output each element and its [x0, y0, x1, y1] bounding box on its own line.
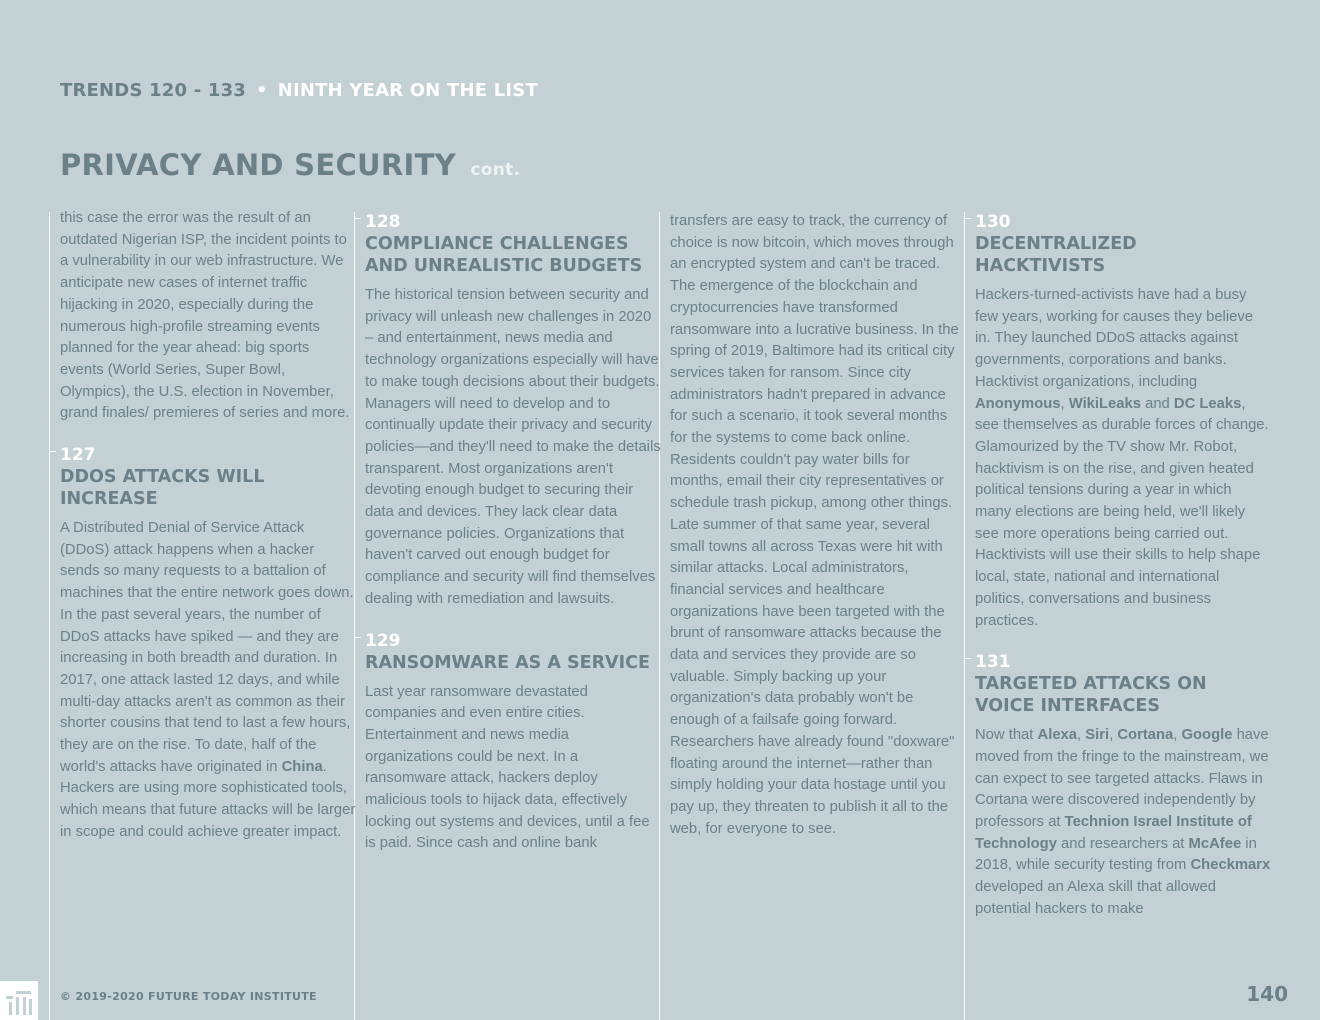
entity-wikileaks: WikiLeaks [1068, 395, 1141, 412]
header-separator: • [256, 80, 268, 101]
entity-mcafee: McAfee [1188, 835, 1242, 852]
section-title [60, 148, 520, 182]
entity-technion: Technion Israel Institute of Technology [975, 814, 1252, 852]
trend-title: DECENTRALIZED HACKTIVISTS [975, 234, 1137, 276]
entity-google: Google [1181, 727, 1233, 744]
body-text: and [1140, 395, 1174, 412]
entity-anonymous: Anonymous [975, 395, 1061, 412]
entity-china: China [281, 758, 323, 775]
body-text: Now that [975, 727, 1038, 744]
column-divider [49, 212, 50, 1020]
body-text: developed an Alexa skill that allowed potential hackers to make [975, 879, 1217, 917]
trend-range: TRENDS 120 - 133 [60, 80, 247, 101]
trend-number: 130 [975, 212, 1271, 232]
body-text: , see themselves as durable forces of change. Glamourized by the TV show Mr. Robot, hacktivism is on the rise, and given heated political tensions during a year in which many elections are being held, we'll likely see more operations being carried out. Hacktivists will use their skills to help shape local, state, national and international politics, conversations and business practices. [975, 395, 1269, 629]
trend-body [975, 285, 1271, 632]
body-text: , [1109, 727, 1118, 744]
body-text: , [1060, 395, 1069, 412]
body-text: A Distributed Denial of Service Attack (DDoS) attack happens when a hacker sends so many requests to a battalion of machines that the entire network goes down. In the past several years, the number of DDoS attacks have spiked — and they are increasing in both breadth and duration. In 2017, one attack lasted 12 days, and while multi-day attacks aren't as common as their shorter cousins that tend to last a few hours, they are on the rise. To date, half of the world's attacks have originated in [60, 520, 354, 775]
trend-body [975, 725, 1271, 920]
trend-header [60, 80, 538, 101]
entity-cortana: Cortana [1117, 727, 1174, 744]
column-3 [670, 211, 966, 840]
trend-130 [975, 212, 1271, 632]
trend-title: DDOS ATTACKS WILL INCREASE [60, 467, 265, 510]
entity-siri: Siri [1085, 727, 1110, 744]
trend-title: COMPLIANCE CHALLENGES AND UNREALISTIC BUDGETS [365, 234, 643, 276]
trend-body [60, 518, 356, 844]
body-text: Hackers-turned-activists have had a busy few years, working for causes they believe in. They launched DDoS attacks against governments, corporations and banks. Hacktivist organizations, including [975, 287, 1253, 390]
trend-number: 127 [60, 445, 356, 465]
continued-paragraph: this case the error was the result of an outdated Nigerian ISP, the incident points to a vulnerability in our web infrastructure. We anticipate new cases of internet traffic hijacking in 2020, especially during the numerous high-profile streaming events planned for the year ahead: big sports events (World Series, Super Bowl, Olympics), the U.S. election in November, grand finales/ premieres of series and more. [60, 210, 350, 422]
column-4 [975, 208, 1271, 921]
entity-alexa: Alexa [1037, 727, 1078, 744]
trend-title: TARGETED ATTACKS ON VOICE INTERFACES [975, 674, 1207, 717]
column-2 [365, 208, 661, 855]
trend-129 [365, 631, 661, 856]
section-cont: cont. [470, 160, 521, 180]
section-title-text: PRIVACY AND SECURITY [60, 148, 456, 182]
body-text: in 2018, while security testing from [975, 835, 1257, 874]
trend-131 [975, 652, 1271, 920]
copyright: © 2019-2020 FUTURE TODAY INSTITUTE [60, 990, 317, 1003]
column-1 [60, 208, 356, 844]
header-subtitle: NINTH YEAR ON THE LIST [277, 80, 538, 101]
trend-number: 128 [365, 212, 661, 232]
trend-title: RANSOMWARE AS A SERVICE [365, 652, 650, 673]
fti-logo-icon [0, 981, 38, 1020]
body-text: , [1173, 727, 1182, 744]
body-text: and researchers at [1056, 835, 1189, 852]
trend-number: 131 [975, 652, 1271, 672]
page-number: 140 [1246, 982, 1288, 1006]
body-text: have moved from the fringe to the mainstream, we can expect to see targeted attacks. Flaws in Cortana were discovered independently by professors at [975, 727, 1269, 831]
trend-number: 129 [365, 631, 661, 651]
body-text: . Hackers are using more sophisticated tools, which means that future attacks will be larger in scope and could achieve greater impact. [60, 758, 356, 840]
trend-127 [60, 445, 356, 844]
body-text: , [1077, 727, 1086, 744]
trend-body: The historical tension between security and privacy will unleash new challenges in 2020 – and entertainment, news media and technology organizations especially will have to make tough decisions about their budgets. Managers will need to develop and to continually update their privacy and security policies—and they'll need to make the details transparent. Most organizations aren't devoting enough budget to securing their data and devices. They lack clear data governance policies. Organizations that haven't carved out enough budget for compliance and security will find themselves dealing with remediation and lawsuits. [365, 287, 661, 607]
trend-body: Last year ransomware devastated companies and even entire cities. Entertainment and news media organizations could be next. In a ransomware attack, hackers deploy malicious tools to hijack data, effectively locking out systems and devices, until a fee is paid. Since cash and online bank [365, 683, 650, 852]
trend-128 [365, 212, 661, 611]
continued-paragraph: transfers are easy to track, the currency of choice is now bitcoin, which moves through an encrypted system and can't be traced. The emergence of the blockchain and cryptocurrencies have transformed ransomware into a lucrative business. In the spring of 2019, Baltimore had its critical city services taken for ransom. Since city administrators hadn't prepared in advance for such a scenario, it took several months for the systems to come back online. Residents couldn't pay water bills for months, email their city representatives or schedule trash pickup, among other things. Late summer of that same year, several small towns all across Texas were hit with similar attacks. Local administrators, financial services and healthcare organizations have been targeted with the brunt of ransomware attacks because the data and services they provide are so valuable. Simply backing up your organization's data probably won't be enough of a failsafe going forward. Researchers have already found "doxware" floating around the internet—rather than simply holding your data hostage until you pay up, they threaten to publish it all to the web, for everyone to see. [670, 213, 959, 837]
entity-dcleaks: DC Leaks [1173, 395, 1242, 412]
entity-checkmarx: Checkmarx [1190, 857, 1271, 874]
